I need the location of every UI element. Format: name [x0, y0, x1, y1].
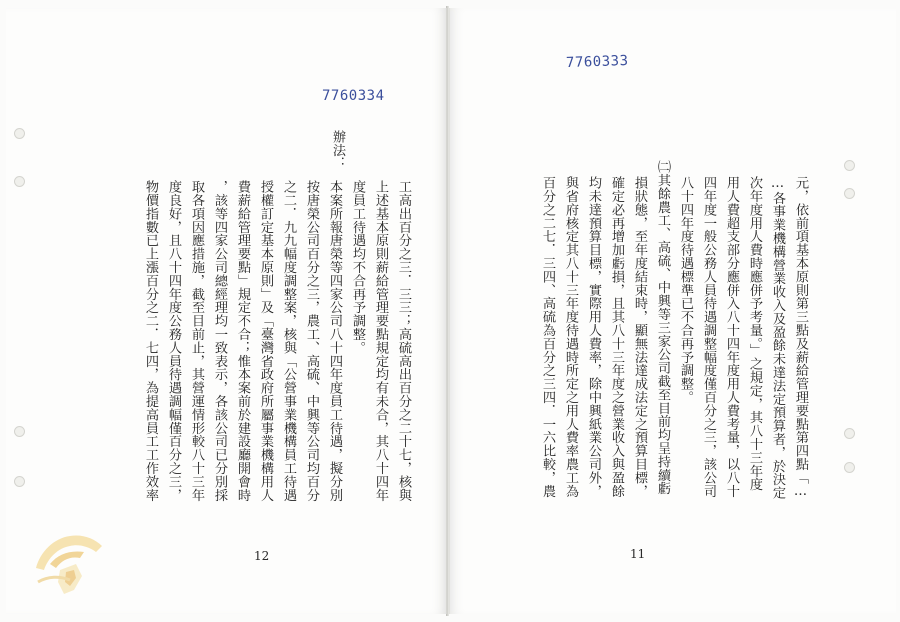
left-page-column: 之二．九九幅度調整案，核與「公營事業機構員工待遇 [281, 180, 296, 502]
right-page-column: 四年度一般公務人員待遇調整幅度僅百分之三，該公司 [701, 176, 716, 498]
left-page-column: 工高出百分之三．三三；高硫高出百分之二十七，核與 [396, 180, 411, 502]
left-page-column: 物價指數已上漲百分之二．七四，為提高員工工作效率 [143, 180, 158, 502]
left-page-column: ，該等四家公司總經理均一致表示，各該公司已分別採 [212, 180, 227, 502]
left-page-column: 授權訂定基本原則」及「臺灣省政府所屬事業機構用人 [258, 180, 273, 502]
binding-hole [844, 160, 855, 171]
left-page-column: 上述基本原則薪給管理要點規定均有未合，其八十四年 [373, 180, 388, 502]
binding-hole [844, 428, 855, 439]
right-page-column: 次年度用人費時應併予考量。」之規定，其八十三年度 [747, 176, 762, 491]
binding-hole [14, 426, 25, 437]
left-page-heading: 辦法： [330, 130, 345, 170]
left-page-column: 取各項因應措施，截至目前止，其營運情形較八十三年 [189, 180, 204, 502]
left-page-number: 12 [254, 549, 270, 563]
right-page-column: 元，依前項基本原則第三點及薪給管理要點第四點「… [793, 176, 808, 500]
archive-watermark-icon [30, 524, 110, 600]
right-page-column: 八十四年度待遇標準已不合再予調整。 [678, 176, 693, 404]
binding-hole [844, 462, 855, 473]
left-page-column: 費薪給管理要點」規定不合；惟本案前於建設廳開會時 [235, 180, 250, 502]
left-page-stamp: 7760334 [322, 88, 385, 104]
left-page-column: 度良好，且八十四年度公務人員待遇調幅僅百分之三， [166, 180, 181, 502]
right-page-column: ㈡其餘農工、高硫、中興等三家公司截至目前均呈持續虧 [655, 160, 670, 495]
binding-hole [14, 476, 25, 487]
right-page-column: 用人費超支部分應併入八十四年度用人費考量，以八十 [724, 176, 739, 498]
binding-hole [844, 188, 855, 199]
right-page-stamp: 7760333 [565, 52, 629, 72]
right-page-column: 百分之二七．三四、高硫為百分之三四．一六比較，農 [540, 176, 555, 498]
right-page-number: 11 [630, 547, 646, 561]
binding-hole [14, 176, 25, 187]
right-page-column: 確定必再增加虧損，且其八十三年度之營業收入與盈餘 [609, 176, 624, 498]
right-page-column: 與省府核定其八十三年度待遇時所定之用人費率農工為 [563, 176, 578, 498]
right-page-column: …各事業機構營業收入及盈餘未達法定預算者，於決定 [770, 176, 785, 500]
binding-hole [14, 128, 25, 139]
right-page [449, 8, 896, 614]
right-page-column: 損狀態，至年度結束時，顯無法達成法定之預算目標， [632, 176, 647, 498]
left-page-column: 度員工待遇均不合再予調整。 [350, 180, 365, 355]
left-page-column: 本案所報唐榮等四家公司八十四年度員工待遇，擬分別 [327, 180, 342, 502]
right-page-column: 均未達預算目標，實際用人費率，除中興紙業公司外， [586, 176, 601, 498]
left-page-column: 按唐榮公司百分之三，農工、高硫、中興等公司均百分 [304, 180, 319, 502]
